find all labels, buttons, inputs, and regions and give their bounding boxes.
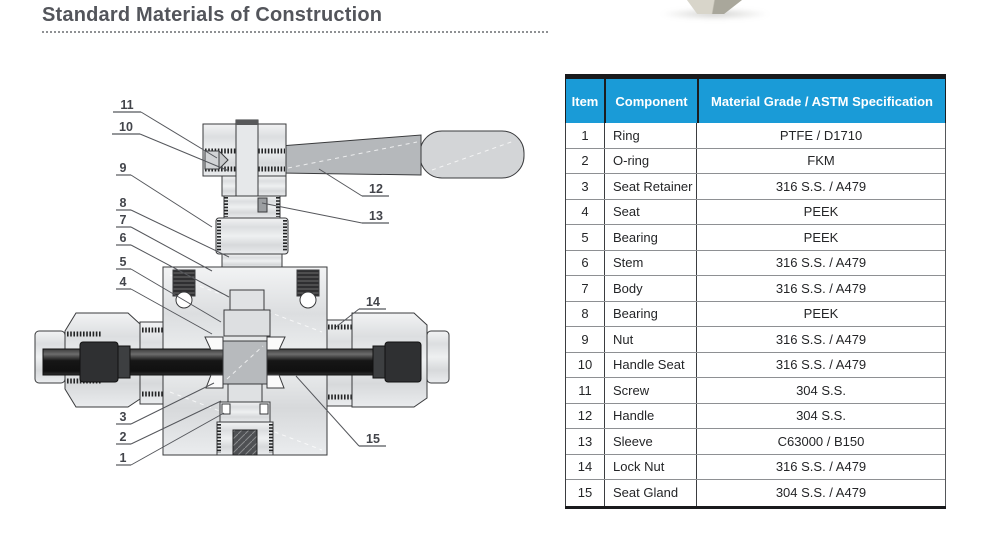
cell-item: 1	[566, 123, 605, 148]
table-row	[566, 480, 945, 506]
left-ferrule	[80, 342, 118, 382]
table-row	[566, 455, 945, 481]
cell-material: PTFE / D1710	[779, 127, 863, 143]
table-row	[566, 174, 945, 200]
cell-item: 4	[566, 200, 605, 225]
callout-6: 6	[119, 231, 127, 245]
callout-13: 13	[369, 209, 383, 223]
cell-component: Screw	[605, 378, 697, 403]
cell-material: 316 S.S. / A479	[775, 255, 867, 271]
cell-component: Sleeve	[605, 429, 697, 454]
cell-component: Seat Gland	[605, 480, 697, 506]
cell-material: 304 S.S.	[796, 382, 846, 398]
cell-material: FKM	[807, 153, 835, 169]
cell-item: 10	[566, 353, 605, 378]
callout-3: 3	[119, 410, 127, 424]
callout-2: 2	[119, 430, 127, 444]
cell-component: Body	[605, 276, 697, 301]
table-row	[566, 251, 945, 277]
callout-1: 1	[119, 451, 127, 465]
table-row	[566, 378, 945, 404]
table-row	[566, 353, 945, 379]
handle-bar	[280, 135, 421, 175]
sleeve	[258, 198, 267, 212]
cell-component: Nut	[605, 327, 697, 352]
table-row	[566, 225, 945, 251]
column-header-material: Material Grade / ASTM Specification	[710, 93, 933, 109]
table-body	[565, 123, 946, 506]
cell-item: 5	[566, 225, 605, 250]
callout-9: 9	[119, 161, 127, 175]
callout-11: 11	[120, 98, 134, 112]
cell-component: Handle Seat	[605, 353, 697, 378]
cell-item: 6	[566, 251, 605, 276]
cell-component: Seat Retainer	[605, 174, 697, 199]
handle-grip	[420, 131, 524, 178]
page-title: Standard Materials of Construction	[42, 4, 383, 26]
cell-item: 12	[566, 404, 605, 429]
cell-material: 316 S.S. / A479	[775, 178, 867, 194]
cell-component: Bearing	[605, 302, 697, 327]
table-header	[565, 79, 946, 123]
table-row	[566, 149, 945, 175]
cell-item: 14	[566, 455, 605, 480]
callout-8: 8	[119, 196, 127, 210]
cell-component: Lock Nut	[605, 455, 697, 480]
cell-component: Bearing	[605, 225, 697, 250]
callout-14: 14	[366, 295, 380, 309]
right-end-nut	[427, 331, 449, 383]
cell-item: 15	[566, 480, 605, 506]
cell-component: Handle	[605, 404, 697, 429]
callout-7: 7	[119, 213, 127, 227]
cell-item: 8	[566, 302, 605, 327]
cell-item: 3	[566, 174, 605, 199]
callout-5: 5	[119, 255, 127, 269]
table-row	[566, 123, 945, 149]
valve-drawing	[35, 120, 524, 455]
table-row	[566, 404, 945, 430]
gland-slot	[233, 430, 257, 455]
nut	[216, 218, 288, 254]
cell-item: 13	[566, 429, 605, 454]
cell-material: 316 S.S. / A479	[775, 357, 867, 373]
table-row	[566, 276, 945, 302]
table-bottom-bar	[565, 506, 946, 509]
cell-material: C63000 / B150	[777, 433, 865, 449]
column-header-item: Item	[566, 79, 606, 123]
cell-material: 304 S.S. / A479	[775, 485, 867, 501]
cell-material: PEEK	[803, 306, 839, 322]
cell-material: PEEK	[803, 204, 839, 220]
cell-material: 316 S.S. / A479	[775, 459, 867, 475]
materials-table	[565, 74, 946, 509]
table-row	[566, 200, 945, 226]
callout-15: 15	[366, 432, 380, 446]
cell-item: 2	[566, 149, 605, 174]
title-dotted-rule	[42, 31, 548, 33]
cell-component: Seat	[605, 200, 697, 225]
valve-cross-section-diagram	[30, 88, 550, 488]
cell-component: Stem	[605, 251, 697, 276]
table-row	[566, 429, 945, 455]
cell-component: O-ring	[605, 149, 697, 174]
callout-10: 10	[119, 120, 133, 134]
cell-component: Ring	[605, 123, 697, 148]
cell-item: 11	[566, 378, 605, 403]
table-row	[566, 327, 945, 353]
callout-12: 12	[369, 182, 383, 196]
cell-item: 7	[566, 276, 605, 301]
cell-material: 316 S.S. / A479	[775, 280, 867, 296]
cell-material: PEEK	[803, 229, 839, 245]
cell-material: 316 S.S. / A479	[775, 331, 867, 347]
right-ferrule	[385, 342, 421, 382]
tube-left	[43, 349, 226, 375]
cell-material: 304 S.S.	[796, 408, 846, 424]
table-row	[566, 302, 945, 328]
column-header-component: Component	[606, 79, 699, 123]
cell-item: 9	[566, 327, 605, 352]
callout-4: 4	[119, 275, 127, 289]
